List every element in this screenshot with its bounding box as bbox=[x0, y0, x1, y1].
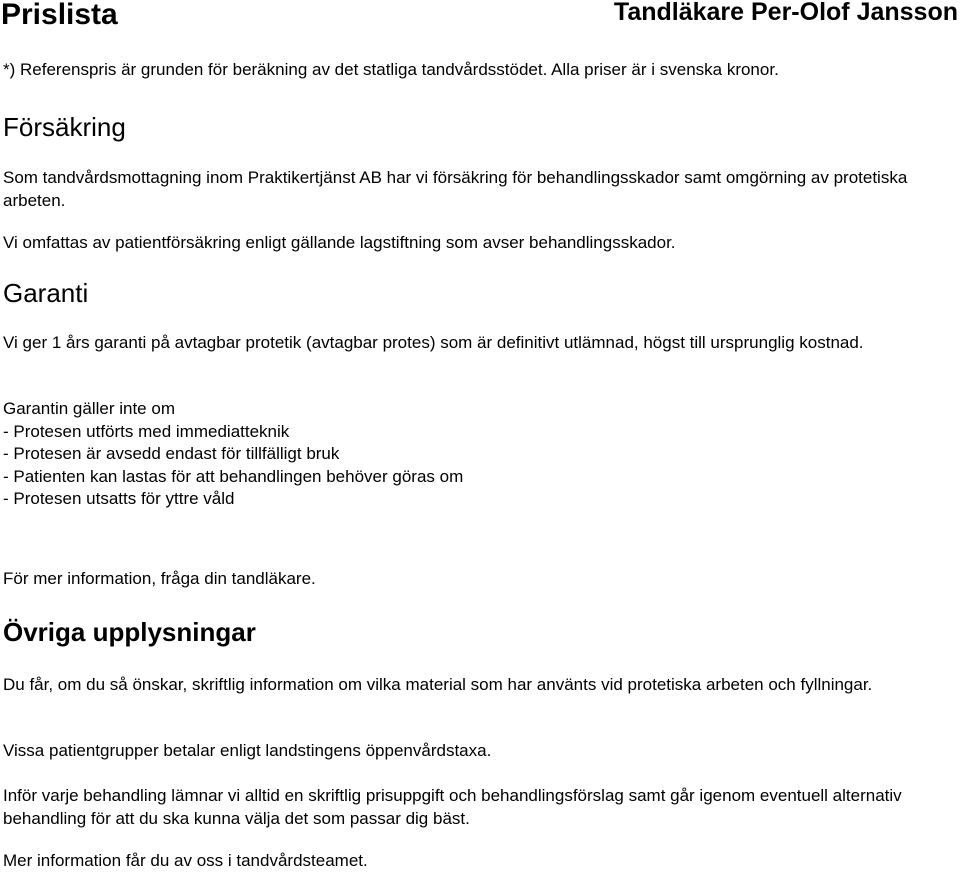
list-item: - Protesen utförts med immediatteknik bbox=[3, 421, 290, 441]
page-title: Prislista bbox=[1, 0, 118, 31]
warranty-paragraph-1: Vi ger 1 års garanti på avtagbar protetik (avtagbar protes) som är definitivt utlämnad, högst till ursprunglig kostnad. bbox=[3, 333, 864, 352]
warranty-heading: Garanti bbox=[3, 278, 89, 308]
warranty-exclusions-list bbox=[3, 421, 948, 511]
list-item: - Patienten kan lastas för att behandlingen behöver göras om bbox=[3, 466, 464, 486]
list-item: - Protesen är avsedd endast för tillfälligt bruk bbox=[3, 444, 340, 463]
list-item: - Protesen utsatts för yttre våld bbox=[3, 489, 235, 508]
other-info-paragraph-3: Inför varje behandling lämnar vi alltid en skriftlig prisuppgift och behandlingsförslag samt går igenom eventuell alternativ behandling för att du ska kunna välja det som passar dig bäst. bbox=[3, 786, 902, 828]
warranty-exclusions-intro: Garantin gäller inte om bbox=[3, 399, 175, 418]
other-info-paragraph-1: Du får, om du så önskar, skriftlig information om vilka material som har använts vid protetiska arbeten och fyllningar. bbox=[3, 675, 873, 694]
insurance-paragraph-2: Vi omfattas av patientförsäkring enligt gällande lagstiftning som avser behandlingsskador. bbox=[3, 233, 676, 252]
insurance-paragraph-1: Som tandvårdsmottagning inom Praktikertjänst AB har vi försäkring för behandlingsskador samt omgörning av protetiska arbeten. bbox=[3, 168, 908, 210]
page-header bbox=[0, 0, 960, 34]
practice-name: Tandläkare Per-Olof Jansson bbox=[613, 0, 958, 26]
other-info-heading: Övriga upplysningar bbox=[3, 617, 256, 647]
other-info-paragraph-4: Mer information får du av oss i tandvårdsteamet. bbox=[3, 851, 368, 870]
reference-price-footnote: *) Referenspris är grunden för beräkning av det statliga tandvårdsstödet. Alla priser är i svenska kronor. bbox=[3, 60, 779, 79]
warranty-more-info: För mer information, fråga din tandläkare. bbox=[3, 569, 316, 588]
insurance-heading: Försäkring bbox=[3, 112, 126, 142]
other-info-paragraph-2: Vissa patientgrupper betalar enligt landstingens öppenvårdstaxa. bbox=[3, 741, 492, 760]
